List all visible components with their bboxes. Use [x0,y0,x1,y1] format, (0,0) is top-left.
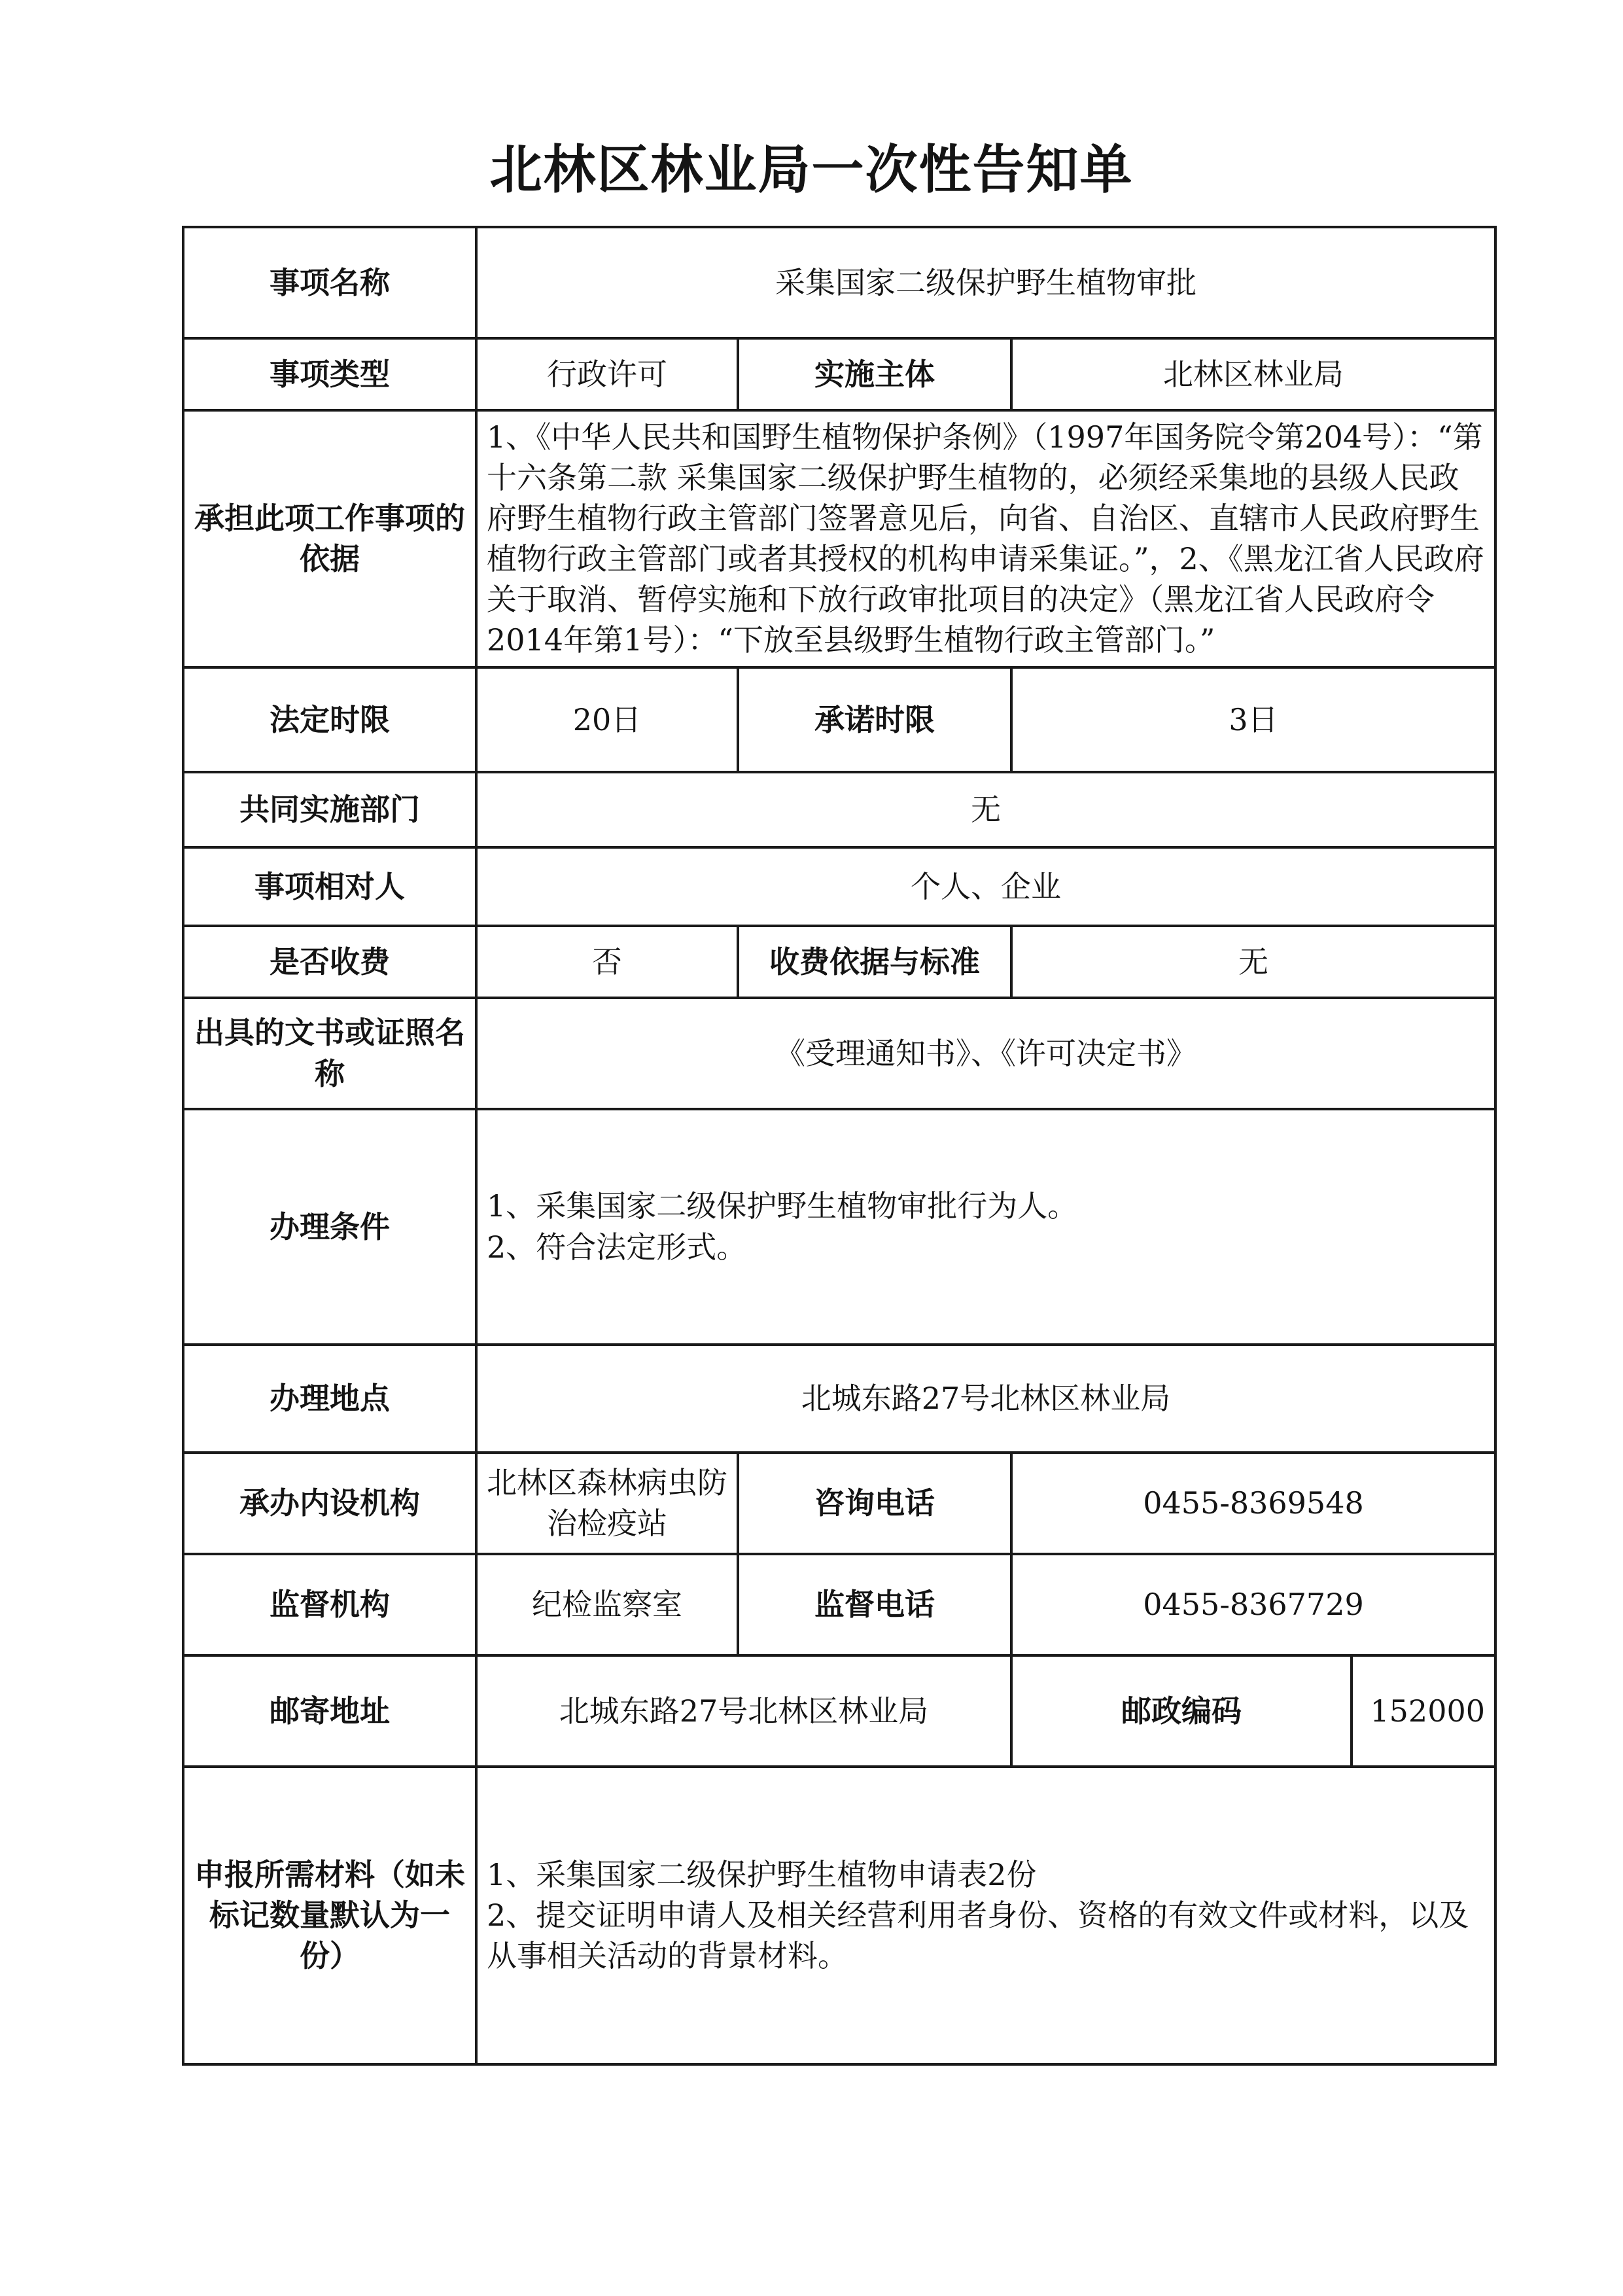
row-conditions [183,1109,1495,1345]
condition-item: 1、采集国家二级保护野生植物审批行为人。 [487,1188,1078,1224]
row-documents [183,998,1495,1109]
item-type-label: 事项类型 [183,338,476,410]
handling-org-value: 北林区森林病虫防治检疫站 [476,1453,738,1554]
handling-org-label: 承办内设机构 [183,1453,476,1554]
page-title: 北林区林业局一次性告知单 [489,139,1134,200]
fee-label: 是否收费 [183,926,476,998]
row-time-limit [183,667,1495,772]
counterpart-label: 事项相对人 [183,847,476,926]
postal-code-label: 邮政编码 [1011,1655,1352,1767]
promised-time-limit-value: 3日 [1011,667,1495,772]
row-fee [183,926,1495,998]
joint-dept-value: 无 [476,772,1495,847]
counterpart-value: 个人、企业 [476,847,1495,926]
row-joint-dept [183,772,1495,847]
material-item: 1、采集国家二级保护野生植物申请表2份 [487,1856,1037,1892]
basis-label: 承担此项工作事项的依据 [183,410,476,667]
promised-time-limit-label: 承诺时限 [738,667,1011,772]
row-handling-org [183,1453,1495,1554]
row-counterpart [183,847,1495,926]
consult-phone-value: 0455-8369548 [1011,1453,1495,1554]
row-item-type [183,338,1495,410]
location-value: 北城东路27号北林区林业局 [476,1345,1495,1453]
legal-time-limit-value: 20日 [476,667,738,772]
fee-basis-label: 收费依据与标准 [738,926,1011,998]
supervision-phone-label: 监督电话 [738,1554,1011,1655]
supervision-value: 纪检监察室 [476,1554,738,1655]
location-label: 办理地点 [183,1345,476,1453]
materials-label: 申报所需材料（如未标记数量默认为一份） [183,1767,476,2064]
documents-label: 出具的文书或证照名称 [183,998,476,1109]
documents-value: 《受理通知书》、《许可决定书》 [476,998,1495,1109]
row-mailing [183,1655,1495,1767]
mailing-address-value: 北城东路27号北林区林业局 [476,1655,1011,1767]
condition-item: 2、符合法定形式。 [487,1229,747,1265]
basis-value: 1、《中华人民共和国野生植物保护条例》（1997年国务院令第204号）：“第十六条第二款 采集国家二级保护野生植物的，必须经采集地的县级人民政府野生植物行政主管部门签署意见后，向省、自治区、直辖市人民政府野生植物行政主管部门或者其授权的机构申请采集证。”，2、《黑龙江省人民政府关于取消、暂停实施和下放行政审批项目的决定》（黑龙江省人民政府令2014年第1号）：“下放至县级野生植物行政主管部门。” [476,410,1495,667]
row-supervision [183,1554,1495,1655]
fee-value: 否 [476,926,738,998]
row-item-name [183,227,1495,338]
item-type-value: 行政许可 [476,338,738,410]
implementing-body-label: 实施主体 [738,338,1011,410]
item-name-label: 事项名称 [183,227,476,338]
fee-basis-value: 无 [1011,926,1495,998]
supervision-label: 监督机构 [183,1554,476,1655]
row-location [183,1345,1495,1453]
item-name-value: 采集国家二级保护野生植物审批 [476,227,1495,338]
consult-phone-label: 咨询电话 [738,1453,1011,1554]
legal-time-limit-label: 法定时限 [183,667,476,772]
notice-form-table [182,226,1497,2066]
joint-dept-label: 共同实施部门 [183,772,476,847]
row-basis [183,410,1495,667]
conditions-label: 办理条件 [183,1109,476,1345]
postal-code-value: 152000 [1352,1655,1495,1767]
supervision-phone-value: 0455-8367729 [1011,1554,1495,1655]
mailing-address-label: 邮寄地址 [183,1655,476,1767]
implementing-body-value: 北林区林业局 [1011,338,1495,410]
material-item: 2、提交证明申请人及相关经营利用者身份、资格的有效文件或材料，以及从事相关活动的背景材料。 [487,1898,1469,1974]
row-materials [183,1767,1495,2064]
conditions-value [476,1109,1495,1345]
materials-value [476,1767,1495,2064]
